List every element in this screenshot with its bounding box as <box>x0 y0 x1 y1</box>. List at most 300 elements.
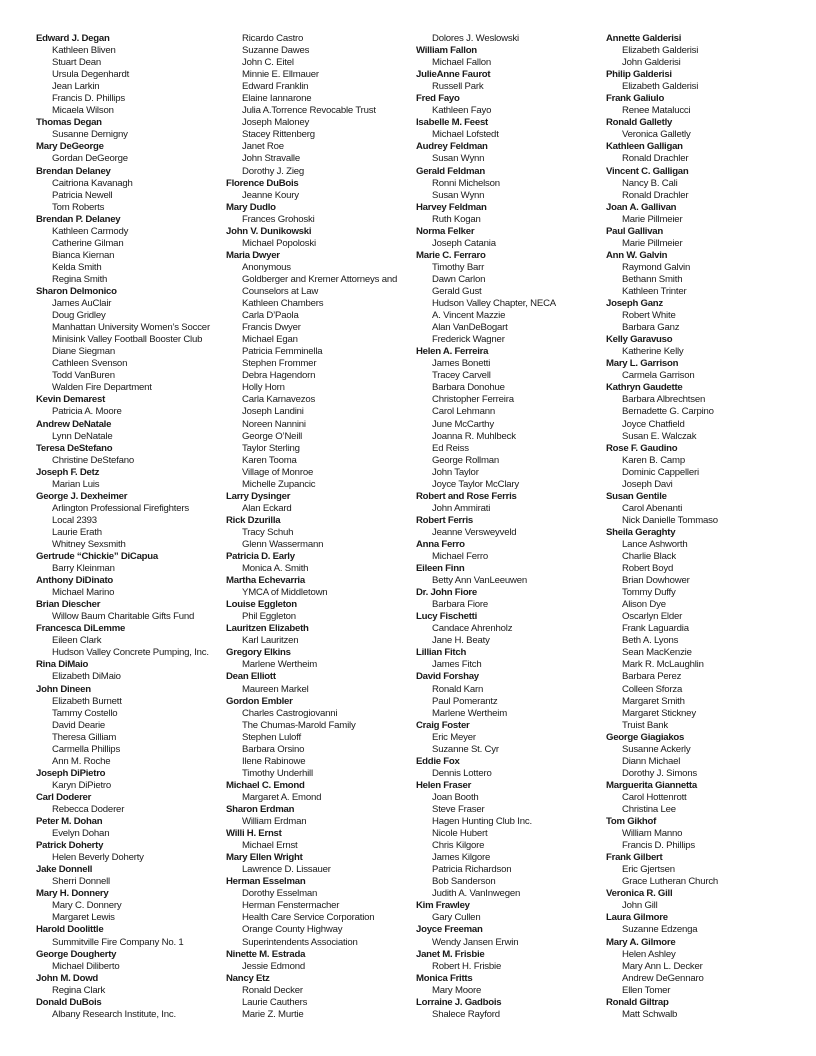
honoree-name: Monica Fritts <box>416 972 473 984</box>
honoree-name: Susan Gentile <box>606 490 667 502</box>
honoree-name: Robert Ferris <box>416 514 473 526</box>
donor-name: Alison Dye <box>622 599 666 611</box>
donor-name: Barbara Fiore <box>432 599 489 611</box>
donor-name: Barry Kleinman <box>52 563 115 575</box>
donor-name: Minnie E. Ellmauer <box>242 69 319 81</box>
donor-name: Nicole Hubert <box>432 828 488 840</box>
list-item <box>226 828 416 852</box>
honoree-name: Dean Elliott <box>226 671 276 683</box>
donor-name: Michael Popoloski <box>242 237 316 249</box>
list-item <box>606 93 796 117</box>
donor-name: Alan Eckard <box>242 502 292 514</box>
donor-name: Betty Ann VanLeeuwen <box>432 575 528 587</box>
list-item <box>226 202 416 226</box>
honoree-name: Helen Fraser <box>416 779 472 791</box>
honoree-name: Lillian Fitch <box>416 647 467 659</box>
honoree-name: Francesca DiLemme <box>36 623 126 635</box>
donor-name: Elizabeth Galderisi <box>622 81 699 93</box>
list-item <box>226 696 416 780</box>
donor-name: Francis D. Phillips <box>622 840 695 852</box>
donor-name: Whitney Sexsmith <box>52 538 126 550</box>
donor-name: Jean Larkin <box>52 81 100 93</box>
donor-name: Regina Smith <box>52 273 108 285</box>
donor-name: Ed Reiss <box>432 442 469 454</box>
list-item <box>36 684 226 768</box>
donor-name: Marie Z. Murtie <box>242 1008 304 1020</box>
honoree-name: Sheila Geraghty <box>606 526 676 538</box>
list-item <box>606 166 796 202</box>
donor-name: Lawrence D. Lissauer <box>242 864 331 876</box>
column-2 <box>226 33 416 1021</box>
honoree-name: Peter M. Dohan <box>36 816 103 828</box>
donor-name: Alan VanDeBogart <box>432 322 508 334</box>
donor-name: Veronica Galletly <box>622 129 691 141</box>
donor-name: Carol Abenanti <box>622 502 683 514</box>
donor-name: Mary C. Donnery <box>52 900 122 912</box>
donor-name: Hudson Valley Concrete Pumping, Inc. <box>52 647 209 659</box>
donor-name: Suzanne Edzenga <box>622 924 698 936</box>
list-item <box>36 864 226 888</box>
honoree-name: Isabelle M. Feest <box>416 117 488 129</box>
donor-name: Marian Luis <box>52 478 100 490</box>
list-item <box>226 599 416 623</box>
donor-name: Elizabeth Burnett <box>52 695 122 707</box>
donor-name: Tom Roberts <box>52 201 105 213</box>
honoree-name: Kathleen Galligan <box>606 141 683 153</box>
honoree-name: Craig Foster <box>416 719 470 731</box>
donor-name: Rebecca Doderer <box>52 804 125 815</box>
list-item <box>36 394 226 418</box>
donor-name: Joyce Taylor McClary <box>432 478 519 490</box>
donor-name: Shalece Rayford <box>432 1008 500 1020</box>
list-item <box>36 117 226 141</box>
honoree-name: Joyce Freeman <box>416 924 483 936</box>
donor-name: Francis D. Phillips <box>52 93 125 105</box>
list-item <box>36 419 226 443</box>
donor-name: Bethann Smith <box>622 273 683 285</box>
list-item <box>36 467 226 491</box>
list-item <box>36 166 226 214</box>
donor-name: Carmella Phillips <box>52 743 121 755</box>
donor-name: Sherri Donnell <box>52 876 110 888</box>
honoree-name: Michael C. Emond <box>226 779 305 791</box>
donor-name: Tommy Duffy <box>622 587 676 599</box>
donor-name: Mary Ann L. Decker <box>622 960 703 972</box>
list-item <box>36 491 226 551</box>
donor-name: Candace Ahrenholz <box>432 623 513 635</box>
donor-name: Dominic Cappelleri <box>622 466 699 478</box>
honoree-name: George Giagiakos <box>606 731 685 743</box>
donor-name: Helen Beverly Doherty <box>52 852 144 864</box>
donor-name: Michael Marino <box>52 587 115 599</box>
donor-name: Michael Ernst <box>242 840 298 852</box>
list-item <box>226 250 416 491</box>
donor-name: Truist Bank <box>622 719 668 731</box>
donor-name: John Gill <box>622 900 658 912</box>
donor-name: Joseph Maloney <box>242 117 310 129</box>
honoree-name: Eddie Fox <box>416 755 460 767</box>
list-item <box>416 973 606 997</box>
honoree-name: William Fallon <box>416 45 477 57</box>
donor-name: Beth A. Lyons <box>622 635 679 647</box>
list-item <box>226 949 416 973</box>
donor-name: Orange County Highway Superintendents Association <box>242 924 358 948</box>
donor-name: Frederick Wagner <box>432 334 505 346</box>
donor-name: Chris Kilgore <box>432 840 485 852</box>
list-item <box>606 852 796 888</box>
donor-name: Margaret A. Emond <box>242 791 322 803</box>
donor-name: Joyce Chatfield <box>622 418 685 430</box>
honoree-name: Thomas Degan <box>36 117 102 129</box>
donor-name: A. Vincent Mazzie <box>432 310 506 322</box>
donor-name: Margaret Smith <box>622 695 685 707</box>
honoree-name: Sharon Delmonico <box>36 285 117 297</box>
donor-name: Marie Pillmeier <box>622 237 683 249</box>
donor-name: Laurie Erath <box>52 526 102 538</box>
honoree-name: JulieAnne Faurot <box>416 69 491 81</box>
list-item <box>226 623 416 647</box>
donor-name: Matt Schwalb <box>622 1008 678 1020</box>
honoree-name: Frank Gilbert <box>606 852 663 864</box>
list-item <box>36 840 226 864</box>
honoree-name: Florence DuBois <box>226 177 299 189</box>
donor-name: Barbara Perez <box>622 671 682 683</box>
donor-name: Bianca Kiernan <box>52 249 115 261</box>
honoree-name: Norma Felker <box>416 225 475 237</box>
list-item <box>416 720 606 756</box>
honoree-name: Gregory Elkins <box>226 647 291 659</box>
donor-name: Kathleen Trinter <box>622 285 687 297</box>
honoree-name: Edward J. Degan <box>36 33 110 44</box>
list-item <box>606 69 796 93</box>
list-item <box>226 852 416 876</box>
list-item <box>606 780 796 816</box>
honoree-name: Herman Esselman <box>226 876 306 888</box>
donor-name: Walden Fire Department <box>52 382 152 394</box>
list-item <box>416 250 606 346</box>
donor-name: Todd VanBuren <box>52 370 115 382</box>
donor-name: Susan E. Walczak <box>622 430 697 442</box>
honoree-name: Willi H. Ernst <box>226 828 282 840</box>
donor-name: Marie Pillmeier <box>622 213 683 225</box>
donor-name: Diane Siegman <box>52 346 115 358</box>
honoree-name: Joan A. Gallivan <box>606 201 677 213</box>
list-item <box>36 575 226 599</box>
donor-name: Carol Hottenrott <box>622 791 687 803</box>
honoree-name: Mary DeGeorge <box>36 141 104 153</box>
donor-name: Robert Boyd <box>622 563 674 575</box>
honoree-name: Mary Dudlo <box>226 201 276 213</box>
donor-name: Francis Dwyer <box>242 322 301 334</box>
donor-name: Regina Clark <box>52 984 106 996</box>
donor-name: Cathleen Svenson <box>52 358 128 370</box>
donor-name: Janet Roe <box>242 141 284 153</box>
donor-name: Frances Grohoski <box>242 213 315 225</box>
donor-name: Steve Fraser <box>432 804 485 815</box>
honoree-name: John M. Dowd <box>36 972 99 984</box>
list-item <box>416 997 606 1021</box>
honoree-name: Gordon Embler <box>226 695 293 707</box>
donor-name: Bob Sanderson <box>432 876 496 888</box>
honoree-name: Lauritzen Elizabeth <box>226 623 309 635</box>
list-item <box>226 647 416 671</box>
donor-name: Gary Cullen <box>432 912 481 924</box>
honoree-name: Louise Eggleton <box>226 599 297 611</box>
honoree-name: Janet M. Frisbie <box>416 948 485 960</box>
list-item <box>606 334 796 358</box>
donor-name: Noreen Nannini <box>242 418 306 430</box>
donor-name: Joseph Landini <box>242 406 304 418</box>
honoree-name: Mary A. Gilmore <box>606 936 676 948</box>
donor-name: Karl Lauritzen <box>242 635 299 647</box>
donor-name: Summitville Fire Company No. 1 <box>52 936 184 948</box>
donor-name: Barbara Donohue <box>432 382 505 394</box>
honoree-name: Paul Gallivan <box>606 225 664 237</box>
honoree-name: Kathryn Gaudette <box>606 382 683 394</box>
honoree-name: Marie C. Ferraro <box>416 249 486 261</box>
list-item <box>416 900 606 924</box>
tribute-list <box>36 33 796 1021</box>
list-item <box>416 611 606 647</box>
donor-name: Village of Monroe <box>242 466 314 478</box>
list-item <box>416 346 606 491</box>
donor-name: Dawn Carlon <box>432 273 486 285</box>
honoree-name: Tom Gikhof <box>606 816 657 828</box>
honoree-name: Veronica R. Gill <box>606 888 673 900</box>
list-item <box>606 527 796 732</box>
donor-name: John Galderisi <box>622 57 681 69</box>
list-item <box>416 45 606 69</box>
honoree-name: Mary L. Garrison <box>606 358 679 370</box>
donor-name: Jeanne Versweyveld <box>432 526 517 538</box>
donor-name: Ronni Michelson <box>432 177 500 189</box>
donor-name: George O’Neill <box>242 430 303 442</box>
list-item <box>416 949 606 973</box>
list-item <box>416 587 606 611</box>
honoree-name: Joseph F. Detz <box>36 466 100 478</box>
donor-name: George Rollman <box>432 454 500 466</box>
honoree-name: Mary H. Donnery <box>36 888 109 900</box>
honoree-name: Lucy Fischetti <box>416 611 478 623</box>
donor-name: James Bonetti <box>432 358 491 370</box>
honoree-name: John Dineen <box>36 683 91 695</box>
donor-name: Goldberger and Kremer Attorneys and Counselors at Law <box>242 273 398 297</box>
donor-name: Gordan DeGeorge <box>52 153 128 165</box>
list-item <box>226 780 416 804</box>
donor-name: Ronald Decker <box>242 984 303 996</box>
donor-name: Health Care Service Corporation <box>242 912 375 924</box>
honoree-name: John V. Dunikowski <box>226 225 312 237</box>
donor-name: James Kilgore <box>432 852 491 864</box>
list-item <box>606 937 796 997</box>
honoree-name: Anna Ferro <box>416 538 465 550</box>
donor-name: John Taylor <box>432 466 479 478</box>
donor-name: Ann M. Roche <box>52 755 111 767</box>
honoree-name: Vincent C. Galligan <box>606 165 689 177</box>
donor-name: Nick Danielle Tommaso <box>622 514 718 526</box>
honoree-name: Ninette M. Estrada <box>226 948 306 960</box>
donor-name: Raymond Galvin <box>622 261 691 273</box>
donor-name: Ronald Drachler <box>622 189 689 201</box>
honoree-name: Teresa DeStefano <box>36 442 113 454</box>
donor-name: Kelda Smith <box>52 261 102 273</box>
donor-name: Patricia Richardson <box>432 864 512 876</box>
donor-name: Arlington Professional Firefighters Local 2393 <box>52 502 189 526</box>
list-item <box>416 117 606 141</box>
donor-name: Doug Gridley <box>52 310 106 322</box>
donor-name: Holly Horn <box>242 382 285 394</box>
donor-name: Katherine Kelly <box>622 346 684 358</box>
donor-name: Susanne Dernigny <box>52 129 128 141</box>
honoree-name: Brendan P. Delaney <box>36 213 121 225</box>
donor-name: Christopher Ferreira <box>432 394 514 406</box>
honoree-name: Nancy Etz <box>226 972 270 984</box>
list-item <box>606 912 796 936</box>
donor-name: Maureen Markel <box>242 683 309 695</box>
donor-name: Michael Ferro <box>432 551 489 563</box>
donor-name: Micaela Wilson <box>52 105 114 117</box>
donor-name: Oscarlyn Elder <box>622 611 683 623</box>
honoree-name: Annette Galderisi <box>606 33 682 44</box>
donor-name: John C. Eitel <box>242 57 294 69</box>
donor-name: Brian Dowhower <box>622 575 690 587</box>
list-item <box>416 33 606 45</box>
honoree-name: Rina DiMaio <box>36 659 89 671</box>
donor-name: Grace Lutheran Church <box>622 876 719 888</box>
donor-name: Renee Matalucci <box>622 105 691 117</box>
donor-name: John Stravalle <box>242 153 300 165</box>
donor-name: Bernadette G. Carpino <box>622 406 714 418</box>
donor-name: Kathleen Carmody <box>52 225 129 237</box>
donor-name: Joseph Davi <box>622 478 673 490</box>
donor-name: Gerald Gust <box>432 285 482 297</box>
donor-name: Stephen Luloff <box>242 731 301 743</box>
donor-name: Lance Ashworth <box>622 538 688 550</box>
list-item <box>416 69 606 93</box>
donor-name: Michael Lofstedt <box>432 129 499 141</box>
donor-name: Joanna R. Muhlbeck <box>432 430 516 442</box>
donor-name: Willow Baum Charitable Gifts Fund <box>52 611 195 623</box>
honoree-name: Maria Dwyer <box>226 249 280 261</box>
donor-name: Theresa Gilliam <box>52 731 117 743</box>
list-item <box>36 659 226 683</box>
donor-name: Michael Egan <box>242 334 298 346</box>
list-item <box>36 599 226 623</box>
honoree-name: Marguerita Giannetta <box>606 779 697 791</box>
list-item <box>416 756 606 780</box>
honoree-name: Carl Doderer <box>36 791 92 803</box>
donor-name: Susanne Ackerly <box>622 743 691 755</box>
donor-name: Suzanne Dawes <box>242 45 310 57</box>
donor-name: Debra Hagendorn <box>242 370 316 382</box>
donor-name: Eileen Clark <box>52 635 102 647</box>
honoree-name: Rose F. Gaudino <box>606 442 678 454</box>
donor-name: Jessie Edmond <box>242 960 305 972</box>
donor-name: Catherine Gilman <box>52 237 124 249</box>
honoree-name: George J. Dexheimer <box>36 490 128 502</box>
list-item <box>36 816 226 840</box>
honoree-name: Joseph Ganz <box>606 298 663 310</box>
donor-name: Tammy Costello <box>52 707 118 719</box>
donor-name: Christine DeStefano <box>52 454 135 466</box>
donor-name: Dorothy J. Simons <box>622 767 697 779</box>
honoree-name: Frank Galiulo <box>606 93 665 105</box>
donor-name: Michael Diliberto <box>52 960 120 972</box>
donor-name: June McCarthy <box>432 418 494 430</box>
list-item <box>606 250 796 298</box>
list-item <box>226 551 416 575</box>
donor-name: Stuart Dean <box>52 57 101 69</box>
donor-name: Joan Booth <box>432 791 479 803</box>
donor-name: Judith A. VanInwegen <box>432 888 521 900</box>
donor-name: Stephen Frommer <box>242 358 317 370</box>
list-item <box>416 924 606 948</box>
list-item <box>36 792 226 816</box>
list-item <box>36 214 226 286</box>
donor-name: Herman Fenstermacher <box>242 900 340 912</box>
honoree-name: George Dougherty <box>36 948 117 960</box>
donor-name: James Fitch <box>432 659 482 671</box>
list-item <box>36 33 226 117</box>
donor-name: Karen B. Camp <box>622 454 685 466</box>
donor-name: Kathleen Bliven <box>52 45 116 57</box>
honoree-name: Lorraine J. Gadbois <box>416 996 502 1008</box>
donor-name: Karyn DiPietro <box>52 779 112 791</box>
list-item <box>36 924 226 948</box>
honoree-name: Robert and Rose Ferris <box>416 490 517 502</box>
donor-name: Hudson Valley Chapter, NECA <box>432 298 557 310</box>
donor-name: Marlene Wertheim <box>242 659 317 671</box>
donor-name: John Ammirati <box>432 502 491 514</box>
donor-name: David Dearie <box>52 719 106 731</box>
donor-name: Monica A. Smith <box>242 563 309 575</box>
donor-name: Christina Lee <box>622 804 676 815</box>
donor-name: Dennis Lottero <box>432 767 492 779</box>
donor-name: YMCA of Middletown <box>242 587 328 599</box>
donor-name: Carla Karnavezos <box>242 394 316 406</box>
list-item <box>416 647 606 671</box>
list-item <box>226 973 416 1021</box>
list-item <box>226 226 416 250</box>
donor-name: Michelle Zupancic <box>242 478 316 490</box>
list-item <box>36 888 226 924</box>
list-item <box>226 804 416 828</box>
donor-name: Charlie Black <box>622 551 676 563</box>
donor-name: Helen Ashley <box>622 948 676 960</box>
column-1 <box>36 33 226 1021</box>
donor-name: Margaret Stickney <box>622 707 696 719</box>
honoree-name: Kelly Garavuso <box>606 334 673 346</box>
honoree-name: Eileen Finn <box>416 563 465 575</box>
donor-name: Ricardo Castro <box>242 33 304 44</box>
donor-name: Michael Fallon <box>432 57 492 69</box>
donor-name: Jane H. Beaty <box>432 635 490 647</box>
donor-name: Minisink Valley Football Booster Club <box>52 334 203 346</box>
list-item <box>226 671 416 695</box>
honoree-name: Ann W. Galvin <box>606 249 668 261</box>
donor-name: Kathleen Fayo <box>432 105 492 117</box>
donor-name: Nancy B. Cali <box>622 177 678 189</box>
donor-name: Caitriona Kavanagh <box>52 177 133 189</box>
list-item <box>606 997 796 1021</box>
donor-name: Julia A.Torrence Revocable Trust <box>242 105 376 117</box>
honoree-name: Donald DuBois <box>36 996 102 1008</box>
honoree-name: Brendan Delaney <box>36 165 111 177</box>
donor-name: Tracey Carvell <box>432 370 491 382</box>
donor-name: Patricia Femminella <box>242 346 323 358</box>
donor-name: Suzanne St. Cyr <box>432 743 499 755</box>
donor-name: Tracy Schuh <box>242 526 294 538</box>
